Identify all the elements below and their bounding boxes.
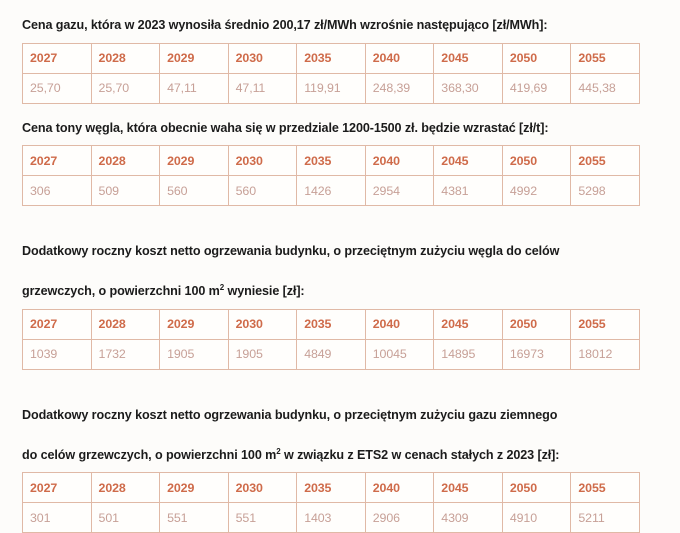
year-cell: 2040 xyxy=(365,473,434,503)
year-cell: 2030 xyxy=(228,43,297,73)
value-cell: 551 xyxy=(228,503,297,533)
value-cell: 560 xyxy=(160,176,229,206)
year-cell: 2050 xyxy=(502,146,571,176)
section-title-gas-price: Cena gazu, która w 2023 wynosiła średnio 200,17 zł/MWh wzrośnie następująco [zł/MWh]: xyxy=(22,18,548,32)
year-cell: 2055 xyxy=(571,146,640,176)
year-cell: 2029 xyxy=(160,146,229,176)
section-title-gas-heating-cost xyxy=(22,385,658,466)
value-cell: 10045 xyxy=(365,339,434,369)
section-title-coal-heating-cost xyxy=(22,221,658,302)
value-cell: 2906 xyxy=(365,503,434,533)
superscript-square: 2 xyxy=(219,283,225,293)
value-cell: 4910 xyxy=(502,503,571,533)
title-line-2-pre: grzewczych, o powierzchni 100 m xyxy=(22,284,220,299)
value-cell: 4309 xyxy=(434,503,503,533)
year-cell: 2035 xyxy=(297,43,366,73)
title-line-2-post: w związku z ETS2 w cenach stałych z 2023 [zł]: xyxy=(280,448,560,463)
value-cell: 5211 xyxy=(571,503,640,533)
section-coal-price xyxy=(22,119,658,207)
table-row-header xyxy=(23,146,640,176)
year-cell: 2030 xyxy=(228,146,297,176)
value-cell: 306 xyxy=(23,176,92,206)
value-cell: 1732 xyxy=(91,339,160,369)
year-cell: 2035 xyxy=(297,473,366,503)
value-cell: 5298 xyxy=(571,176,640,206)
year-cell: 2035 xyxy=(297,146,366,176)
table-coal-price xyxy=(22,145,640,206)
value-cell: 301 xyxy=(23,503,92,533)
table-row-values xyxy=(23,339,640,369)
year-cell: 2050 xyxy=(502,43,571,73)
year-cell: 2040 xyxy=(365,43,434,73)
year-cell: 2055 xyxy=(571,43,640,73)
year-cell: 2045 xyxy=(434,43,503,73)
year-cell: 2029 xyxy=(160,309,229,339)
year-cell: 2027 xyxy=(23,473,92,503)
table-row-values xyxy=(23,176,640,206)
value-cell: 25,70 xyxy=(91,73,160,103)
value-cell: 419,69 xyxy=(502,73,571,103)
table-row-header xyxy=(23,309,640,339)
section-gas-price xyxy=(22,16,658,104)
value-cell: 4849 xyxy=(297,339,366,369)
value-cell: 18012 xyxy=(571,339,640,369)
value-cell: 1403 xyxy=(297,503,366,533)
year-cell: 2027 xyxy=(23,146,92,176)
value-cell: 248,39 xyxy=(365,73,434,103)
year-cell: 2045 xyxy=(434,473,503,503)
value-cell: 25,70 xyxy=(23,73,92,103)
year-cell: 2035 xyxy=(297,309,366,339)
section-title-coal-price: Cena tony węgla, która obecnie waha się w przedziale 1200-1500 zł. będzie wzrastać [zł/t]: xyxy=(22,120,549,135)
value-cell: 14895 xyxy=(434,339,503,369)
year-cell: 2029 xyxy=(160,43,229,73)
year-cell: 2055 xyxy=(571,473,640,503)
title-line-2-pre: do celów grzewczych, o powierzchni 100 m xyxy=(22,448,277,463)
year-cell: 2030 xyxy=(228,473,297,503)
year-cell: 2027 xyxy=(23,43,92,73)
year-cell: 2045 xyxy=(434,146,503,176)
value-cell: 509 xyxy=(91,176,160,206)
superscript-square: 2 xyxy=(276,446,281,456)
value-cell: 47,11 xyxy=(228,73,297,103)
value-cell: 368,30 xyxy=(434,73,503,103)
title-line-1: Dodatkowy roczny koszt netto ogrzewania budynku, o przeciętnym zużyciu węgla do celów xyxy=(22,244,560,259)
year-cell: 2040 xyxy=(365,309,434,339)
value-cell: 551 xyxy=(160,503,229,533)
value-cell: 119,91 xyxy=(297,73,366,103)
table-gas-price xyxy=(22,43,640,104)
year-cell: 2028 xyxy=(91,146,160,176)
value-cell: 1426 xyxy=(297,176,366,206)
section-gas-heating-cost xyxy=(22,385,658,533)
value-cell: 4992 xyxy=(502,176,571,206)
title-line-1: Dodatkowy roczny koszt netto ogrzewania budynku, o przeciętnym zużyciu gazu ziemnego xyxy=(22,407,558,422)
table-row-values xyxy=(23,503,640,533)
year-cell: 2028 xyxy=(91,473,160,503)
year-cell: 2055 xyxy=(571,309,640,339)
table-coal-heating-cost xyxy=(22,309,640,370)
year-cell: 2028 xyxy=(91,43,160,73)
year-cell: 2050 xyxy=(502,473,571,503)
year-cell: 2027 xyxy=(23,309,92,339)
table-row-header xyxy=(23,43,640,73)
year-cell: 2050 xyxy=(502,309,571,339)
title-line-2-post: wyniesie [zł]: xyxy=(224,284,305,299)
table-row-values xyxy=(23,73,640,103)
year-cell: 2045 xyxy=(434,309,503,339)
year-cell: 2028 xyxy=(91,309,160,339)
year-cell: 2040 xyxy=(365,146,434,176)
value-cell: 4381 xyxy=(434,176,503,206)
value-cell: 47,11 xyxy=(160,73,229,103)
year-cell: 2029 xyxy=(160,473,229,503)
section-coal-heating-cost xyxy=(22,221,658,370)
value-cell: 2954 xyxy=(365,176,434,206)
value-cell: 1039 xyxy=(23,339,92,369)
year-cell: 2030 xyxy=(228,309,297,339)
value-cell: 501 xyxy=(91,503,160,533)
table-gas-heating-cost xyxy=(22,472,640,533)
value-cell: 1905 xyxy=(160,339,229,369)
value-cell: 16973 xyxy=(502,339,571,369)
value-cell: 560 xyxy=(228,176,297,206)
value-cell: 1905 xyxy=(228,339,297,369)
value-cell: 445,38 xyxy=(571,73,640,103)
